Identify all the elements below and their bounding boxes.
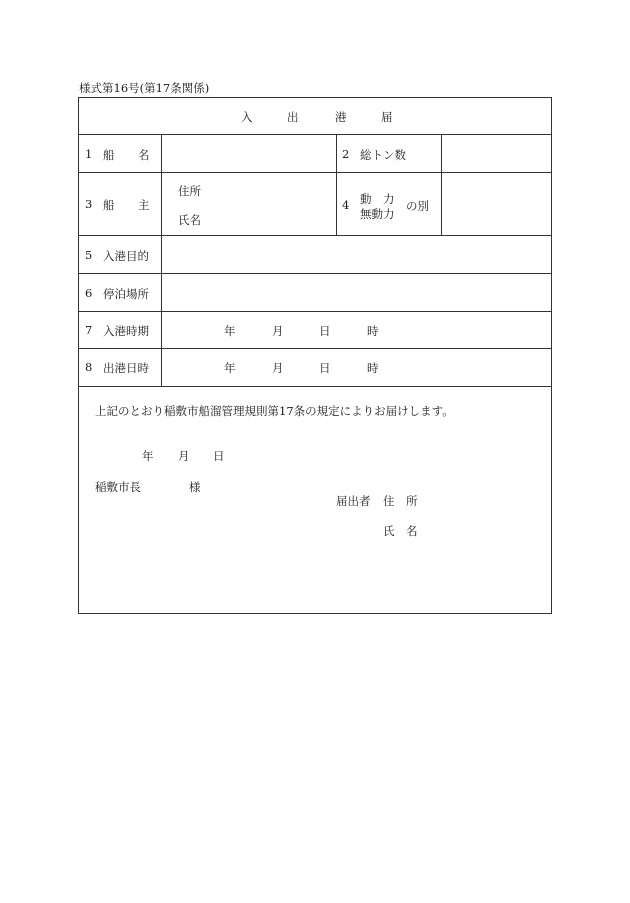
entry-time-field[interactable]	[163, 313, 551, 347]
column-divider	[336, 134, 337, 235]
berth-label: 停泊場所	[103, 287, 149, 301]
form-title-char: 届	[381, 110, 393, 124]
power-number: 4	[342, 198, 350, 212]
row-divider	[79, 311, 551, 312]
exit-year-unit: 年	[224, 361, 236, 375]
row-divider	[79, 172, 551, 173]
owner-number: 3	[85, 197, 93, 211]
form-number-label: 様式第16号(第17条関係)	[79, 81, 210, 95]
ship-name-field[interactable]	[163, 136, 335, 171]
submission-day-unit: 日	[213, 449, 225, 463]
owner-name-label: 氏名	[178, 213, 201, 227]
unpowered-option: 無動力	[360, 207, 395, 221]
purpose-field[interactable]	[163, 237, 551, 272]
column-divider	[161, 134, 162, 386]
owner-label: 船	[103, 198, 115, 212]
entry-month-unit: 月	[272, 324, 284, 338]
owner-label: 主	[138, 198, 150, 212]
submission-year-unit: 年	[142, 449, 154, 463]
power-type-field[interactable]	[443, 174, 551, 234]
row-divider	[79, 273, 551, 274]
berth-number: 6	[85, 286, 93, 300]
powered-option: 動 力	[360, 192, 395, 206]
exit-month-unit: 月	[272, 361, 284, 375]
submitter-name-label: 氏 名	[383, 524, 418, 538]
ship-name-label: 船	[103, 148, 115, 162]
entry-exit-notification-form	[78, 97, 552, 614]
row-divider	[79, 348, 551, 349]
tonnage-number: 2	[342, 147, 350, 161]
exit-hour-unit: 時	[367, 361, 379, 375]
tonnage-field[interactable]	[443, 136, 551, 171]
entry-hour-unit: 時	[367, 324, 379, 338]
form-title-char: 出	[287, 110, 299, 124]
addressee: 稲敷市長	[95, 480, 141, 494]
ship-name-number: 1	[85, 147, 93, 161]
declaration-statement: 上記のとおり稲敷市船溜管理規則第17条の規定によりお届けします。	[95, 404, 454, 418]
column-divider	[441, 134, 442, 235]
row-divider	[79, 386, 551, 387]
exit-day-unit: 日	[319, 361, 331, 375]
honorific: 様	[189, 480, 201, 494]
form-title-char: 港	[335, 110, 347, 124]
exit-time-number: 8	[85, 360, 93, 374]
owner-field[interactable]	[209, 175, 334, 233]
form-title-char: 入	[241, 110, 253, 124]
tonnage-label: 総トン数	[360, 148, 406, 162]
row-divider	[79, 235, 551, 236]
power-suffix: の別	[406, 199, 429, 213]
entry-day-unit: 日	[319, 324, 331, 338]
exit-time-field[interactable]	[163, 350, 551, 385]
exit-time-label: 出港日時	[103, 361, 149, 375]
purpose-label: 入港目的	[103, 249, 149, 263]
owner-address-label: 住所	[178, 184, 201, 198]
berth-field[interactable]	[163, 275, 551, 310]
ship-name-label: 名	[138, 148, 150, 162]
submitter-address-label: 住 所	[383, 494, 418, 508]
row-divider	[79, 134, 551, 135]
entry-year-unit: 年	[224, 324, 236, 338]
submission-month-unit: 月	[178, 449, 190, 463]
submitter-label: 届出者	[336, 494, 371, 508]
entry-time-label: 入港時期	[103, 324, 149, 338]
entry-time-number: 7	[85, 323, 93, 337]
purpose-number: 5	[85, 248, 93, 262]
